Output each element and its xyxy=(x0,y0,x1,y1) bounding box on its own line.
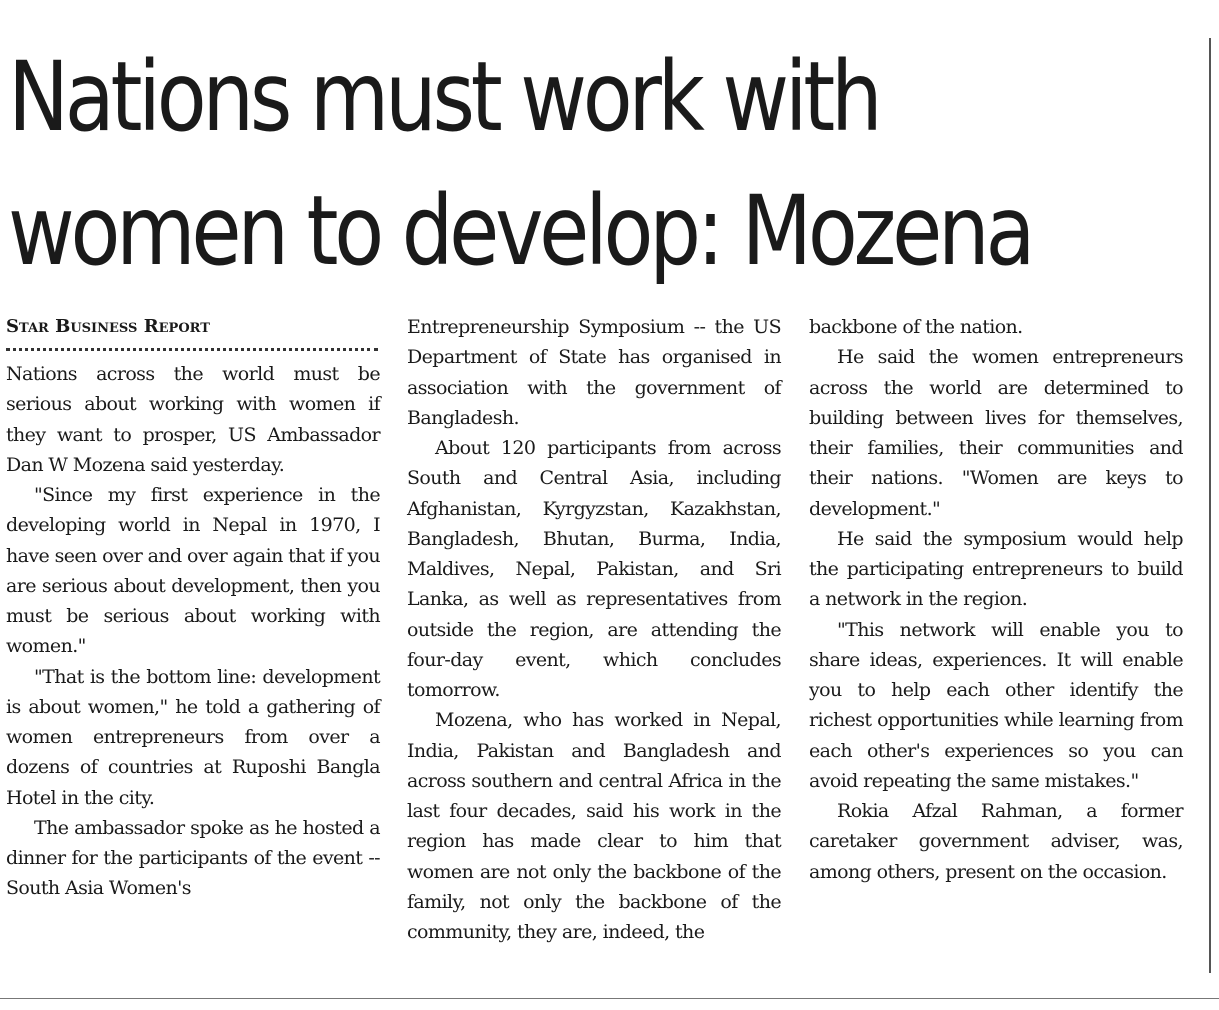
article-column-3 xyxy=(809,312,1183,887)
paragraph: Mozena, who has worked in Nepal, India, Pakistan and Bangladesh and across southern and central Africa in the last four decades, said his work in the region has made clear to him that women are not only the backbone of the family, not only the backbone of the community, they are, indeed, the xyxy=(407,709,781,943)
paragraph: The ambassador spoke as he hosted a dinner for the participants of the event -- South Asia Women's xyxy=(6,816,380,900)
paragraph: Entrepreneurship Symposium -- the US Department of State has organised in association with the government of Bangladesh. xyxy=(407,316,781,429)
headline-line-1: Nations must work with xyxy=(8,41,879,153)
paragraph: He said the symposium would help the participating entrepreneurs to build a network in the region. xyxy=(809,527,1183,611)
dotted-divider xyxy=(6,348,378,351)
paragraph: "Since my first experience in the developing world in Nepal in 1970, I have seen over and over again that if you are serious about development, then you must be serious about working with women." xyxy=(6,484,380,658)
paragraph: backbone of the nation. xyxy=(809,316,1023,338)
paragraph: About 120 participants from across South and Central Asia, including Afghanistan, Kyrgyzstan, Kazakhstan, Bangladesh, Bhutan, Burma, India, Maldives, Nepal, Pakistan, and Sri Lanka, as well as representatives from outside the region, are attending the four-day event, which concludes tomorrow. xyxy=(407,437,781,701)
paragraph: He said the women entrepreneurs across the world are determined to building between lives for themselves, their families, their communities and their nations. "Women are keys to development." xyxy=(809,346,1183,520)
paragraph: Nations across the world must be serious about working with women if they want to prosper, US Ambassador Dan W Mozena said yesterday. xyxy=(6,363,380,476)
article-column-1 xyxy=(6,312,380,904)
byline: Star Business Report xyxy=(6,316,210,337)
bottom-rule xyxy=(0,998,1219,999)
article-column-2 xyxy=(407,312,781,947)
headline xyxy=(8,30,1032,298)
headline-line-2: women to develop: Mozena xyxy=(8,175,1032,287)
paragraph: "This network will enable you to share ideas, experiences. It will enable you to help each other identify the richest opportunities while learning from each other's experiences so you can avoid repeating the same mistakes." xyxy=(809,618,1183,792)
column-rule-right xyxy=(1209,38,1211,973)
paragraph: Rokia Afzal Rahman, a former caretaker government adviser, was, among others, present on the occasion. xyxy=(809,800,1183,883)
paragraph: "That is the bottom line: development is about women," he told a gathering of women entrepreneurs from over a dozens of countries at Ruposhi Bangla Hotel in the city. xyxy=(6,665,380,809)
